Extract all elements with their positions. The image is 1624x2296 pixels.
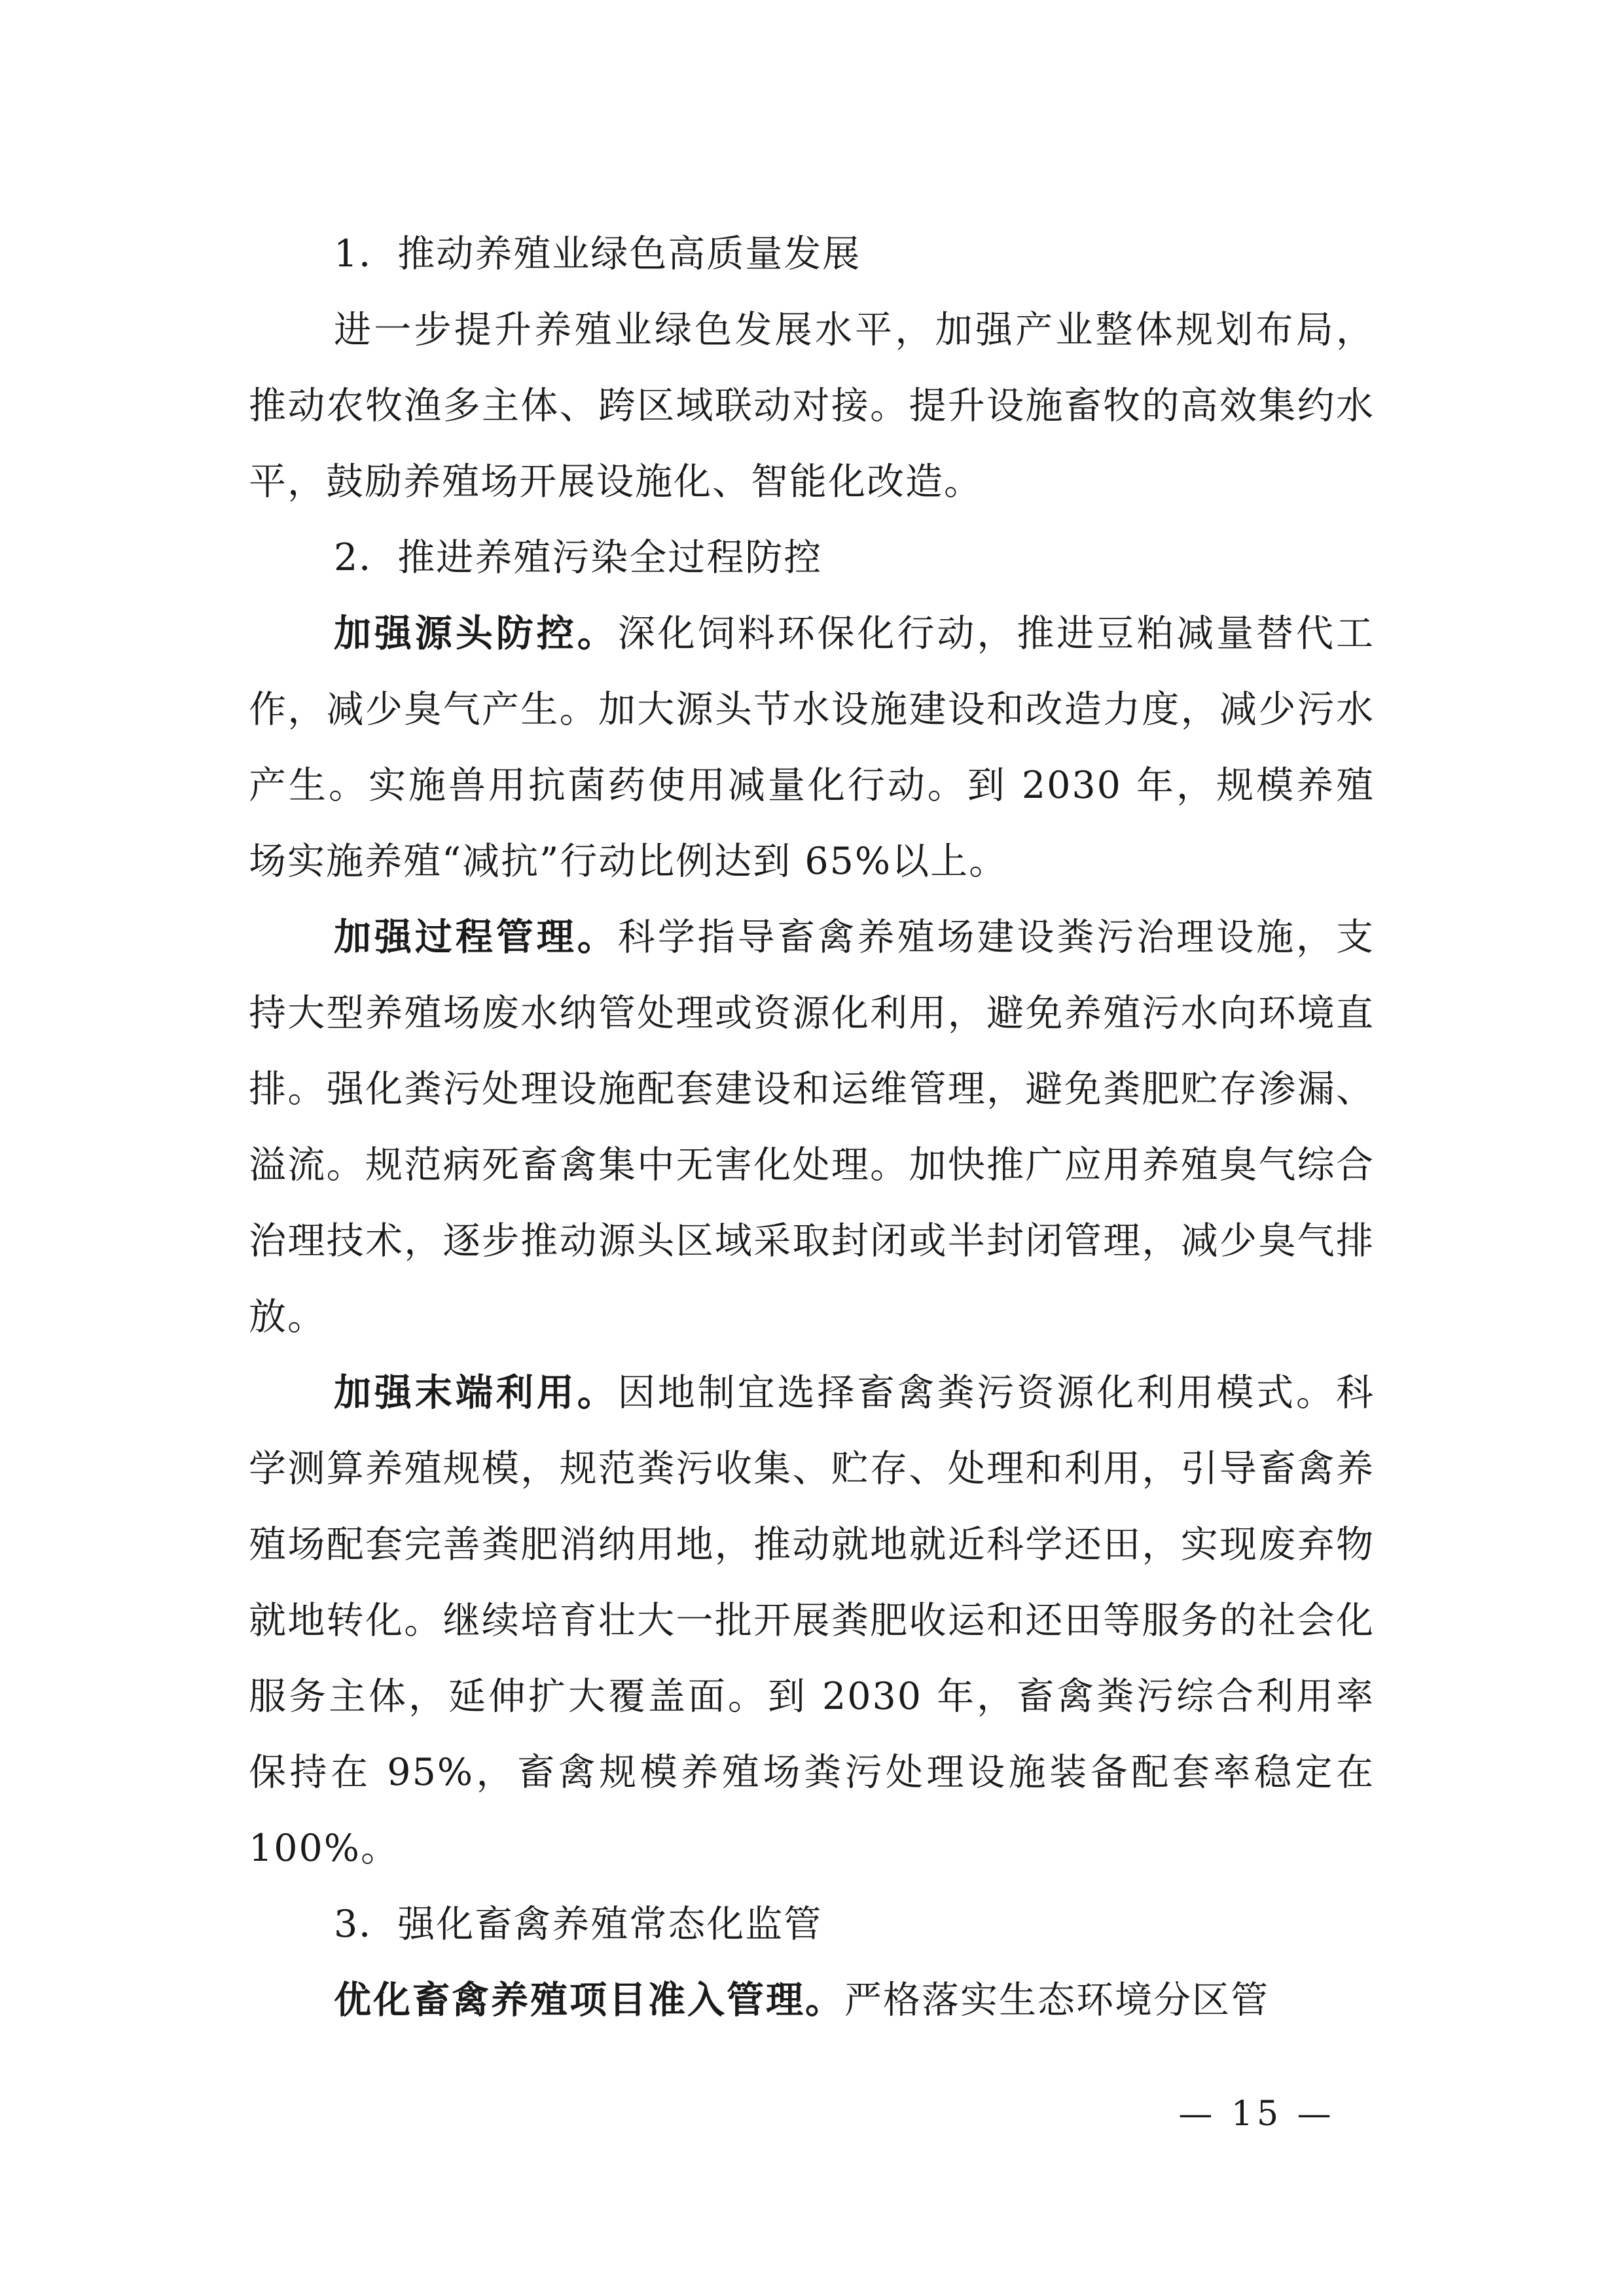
paragraph-text: 因地制宜选择畜禽粪污资源化利用模式。科学测算养殖规模，规范粪污收集、贮存、处理和利用，引导畜禽养殖场配套完善粪肥消纳用地，推动就地就近科学还田，实现废弃物就地转化。继续培育壮大一批开展粪肥收运和还田等服务的社会化服务主体，延伸扩大覆盖面。到 2030 年，畜禽粪污综合利用率保持在 95%，畜禽规模养殖场粪污处理设施装备配套率稳定在 100%。 bbox=[249, 1371, 1375, 1870]
section-heading-1: 1．推动养殖业绿色高质量发展 bbox=[334, 232, 861, 276]
paragraph-lead: 加强源头防控。 bbox=[334, 612, 618, 655]
paragraph-process-management bbox=[249, 899, 1375, 1355]
paragraph-end-utilization bbox=[249, 1355, 1375, 1886]
paragraph-green-development bbox=[249, 292, 1375, 520]
section-heading-2: 2．推进养殖污染全过程防控 bbox=[334, 536, 823, 579]
paragraph-text: 进一步提升养殖业绿色发展水平，加强产业整体规划布局，推动农牧渔多主体、跨区域联动对接。提升设施畜牧的高效集约水平，鼓励养殖场开展设施化、智能化改造。 bbox=[249, 308, 1375, 503]
paragraph-text: 严格落实生态环境分区管 bbox=[844, 1979, 1269, 2022]
paragraph-source-control bbox=[249, 596, 1375, 899]
paragraph-lead: 优化畜禽养殖项目准入管理。 bbox=[334, 1979, 844, 2022]
paragraph-project-access bbox=[249, 1962, 1375, 2038]
paragraph-lead: 加强过程管理。 bbox=[334, 916, 618, 959]
paragraph-text: 科学指导畜禽养殖场建设粪污治理设施，支持大型养殖场废水纳管处理或资源化利用，避免养殖污水向环境直排。强化粪污处理设施配套建设和运维管理，避免粪肥贮存渗漏、溢流。规范病死畜禽集中无害化处理。加快推广应用养殖臭气综合治理技术，逐步推动源头区域采取封闭或半封闭管理，减少臭气排放。 bbox=[249, 916, 1375, 1338]
document-body bbox=[249, 216, 1375, 2038]
paragraph-lead: 加强末端利用。 bbox=[334, 1371, 618, 1414]
page-number: — 15 — bbox=[1178, 2094, 1335, 2134]
paragraph-text: 深化饲料环保化行动，推进豆粕减量替代工作，减少臭气产生。加大源头节水设施建设和改造力度，减少污水产生。实施兽用抗菌药使用减量化行动。到 2030 年，规模养殖场实施养殖“减抗”行动比例达到 65%以上。 bbox=[249, 612, 1375, 883]
section-heading-3: 3．强化畜禽养殖常态化监管 bbox=[334, 1903, 823, 1946]
